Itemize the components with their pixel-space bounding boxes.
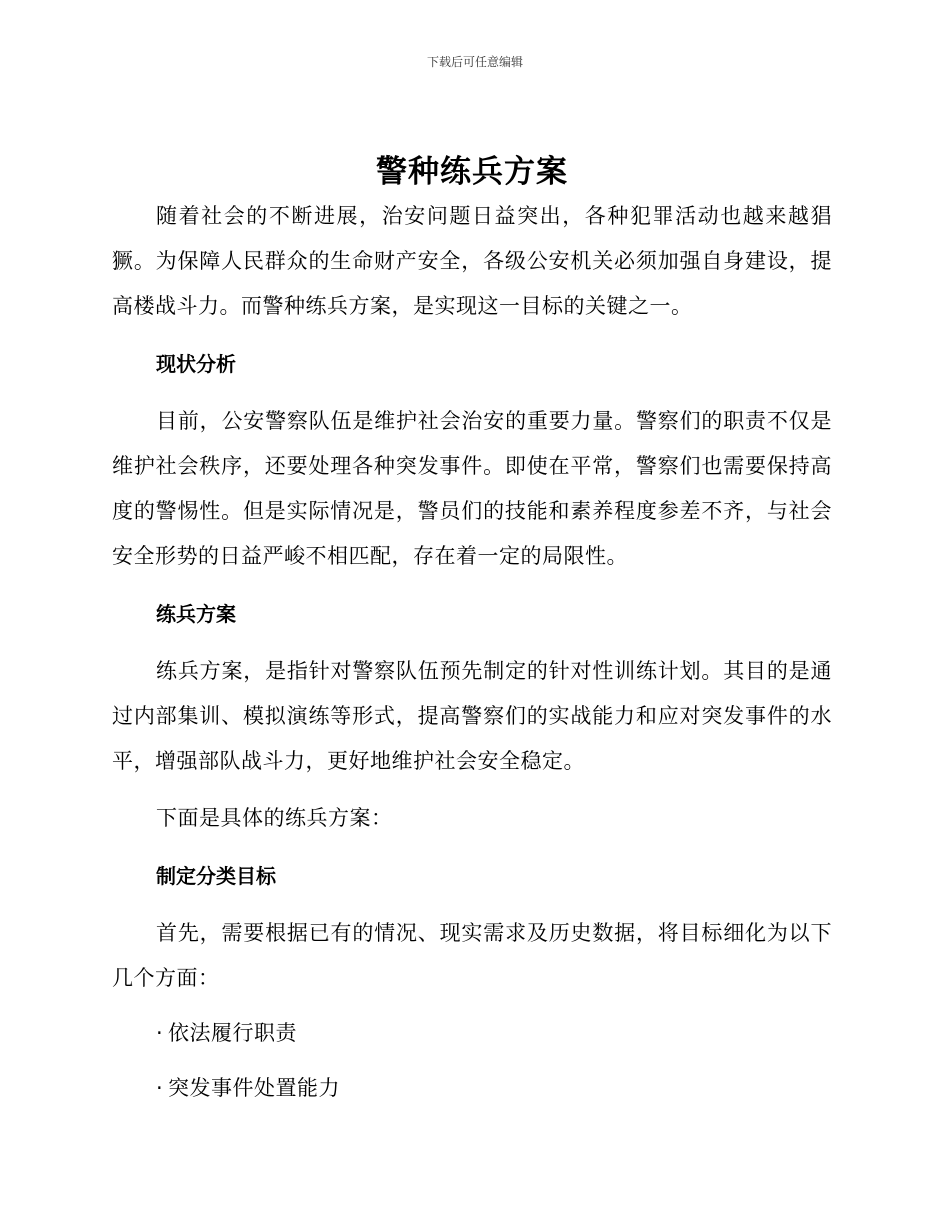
page-header: 下载后可任意编辑 xyxy=(426,55,523,69)
list-item-text: 突发事件处置能力 xyxy=(168,1076,340,1100)
section-heading-training-plan: 练兵方案 xyxy=(156,602,236,626)
document-title: 警种练兵方案 xyxy=(376,154,568,190)
bullet-dot: · xyxy=(156,1021,164,1045)
status-analysis-paragraph: 目前，公安警察队伍是维护社会治安的重要力量。警察们的职责不仅是维护社会秩序，还要处理各种突发事件。即使在平常，警察们也需要保持高度的警惕性。但是实际情况是，警员们的技能和素养程度参差不齐，与社会安全形势的日益严峻不相匹配，存在着一定的局限性。 xyxy=(112,409,832,568)
bullet-dot: · xyxy=(156,1076,164,1100)
classified-goals-paragraph: 首先，需要根据已有的情况、现实需求及历史数据，将目标细化为以下几个方面： xyxy=(112,921,832,990)
training-plan-paragraph: 练兵方案，是指针对警察队伍预先制定的针对性训练计划。其目的是通过内部集训、模拟演练等形式，提高警察们的实战能力和应对突发事件的水平，增强部队战斗力，更好地维护社会安全稳定。 xyxy=(112,659,832,773)
intro-paragraph: 随着社会的不断进展，治安问题日益突出，各种犯罪活动也越来越猖獗。为保障人民群众的生命财产安全，各级公安机关必须加强自身建设，提高楼战斗力。而警种练兵方案，是实现这一目标的关键之一。 xyxy=(112,204,832,318)
section-heading-classified-goals: 制定分类目标 xyxy=(156,864,276,888)
list-item xyxy=(112,1011,832,1056)
training-plan-lead: 下面是具体的练兵方案： xyxy=(156,806,393,830)
section-heading-status-analysis: 现状分析 xyxy=(156,352,236,376)
document-body xyxy=(112,150,832,1111)
list-item-text: 依法履行职责 xyxy=(168,1021,297,1045)
list-item xyxy=(112,1066,832,1111)
